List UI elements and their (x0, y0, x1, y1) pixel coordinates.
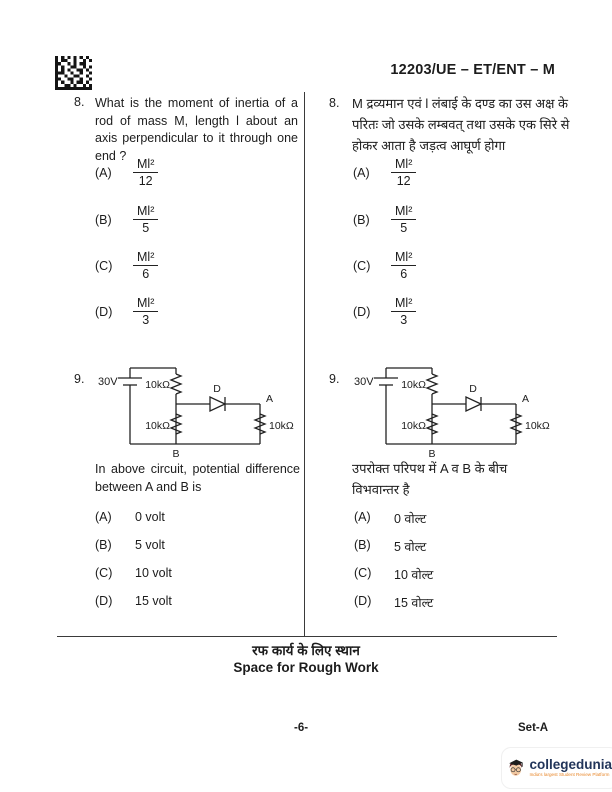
q9-en-option-b (95, 538, 165, 552)
resistor-right-label: 10kΩ (525, 420, 550, 432)
q9-hi-option-a (354, 510, 426, 527)
option-label: (A) (353, 165, 370, 180)
option-text: 5 वोल्ट (394, 540, 427, 554)
option-label: (C) (95, 566, 113, 580)
q8-text-hi: M द्रव्यमान एवं l लंबाई के दण्ड का उस अक्ष के परितः जो उसके लम्बवत् तथा उसके एक सिरे से होकर आता है जड़त्व आघूर्ण होगा (352, 96, 570, 153)
rough-work-heading-hi: रफ कार्य के लिए स्थान (252, 643, 360, 658)
q8-en-option-b (95, 204, 158, 236)
fraction-denominator: 6 (142, 267, 150, 282)
q9-circuit-diagram-hi (348, 358, 553, 465)
node-a-label: A (522, 393, 530, 405)
q8-hi-option-d (353, 296, 416, 328)
rough-work-heading-en: Space for Rough Work (233, 660, 379, 675)
logo-text: collegedunia (529, 756, 612, 772)
page-number: -6- (294, 722, 309, 734)
option-label: (B) (95, 538, 112, 552)
q9-en-option-d (95, 594, 172, 608)
fraction (391, 250, 416, 282)
fraction-numerator: Ml² (133, 250, 158, 266)
q9-en-option-a (95, 510, 165, 524)
option-text: 0 volt (135, 510, 165, 524)
node-a-label: A (266, 393, 274, 405)
fraction-numerator: Ml² (391, 204, 416, 220)
rough-work-rule (57, 636, 557, 637)
option-label: (D) (353, 304, 371, 319)
fraction-numerator: Ml² (391, 157, 416, 173)
option-label: (C) (353, 258, 371, 273)
set-label: Set-A (518, 722, 549, 734)
q8-en-option-d (95, 296, 158, 328)
fraction-numerator: Ml² (391, 296, 416, 312)
option-label: (D) (95, 304, 113, 319)
q9-number-hi: 9. (329, 372, 340, 386)
fraction-numerator: Ml² (133, 296, 158, 312)
fraction-denominator: 3 (142, 313, 150, 328)
fraction-numerator: Ml² (391, 250, 416, 266)
option-text: 15 वोल्ट (394, 596, 434, 610)
data-matrix-icon (55, 56, 92, 90)
fraction-denominator: 3 (400, 313, 408, 328)
paper-code: 12203/UE – ET/ENT – M (390, 62, 555, 78)
option-label: (A) (354, 510, 371, 524)
option-text: 0 वोल्ट (394, 512, 427, 526)
q9-text-hi: उपरोक्त परिपथ में A व B के बीच विभवान्तर है (352, 461, 508, 497)
resistor-top-label: 10kΩ (145, 379, 170, 391)
option-label: (C) (354, 566, 372, 580)
option-label: (A) (95, 165, 112, 180)
fraction (391, 204, 416, 236)
resistor-right-label: 10kΩ (269, 420, 294, 432)
option-text: 10 volt (135, 566, 172, 580)
q8-number-en: 8. (74, 95, 85, 109)
circuit-svg (92, 358, 297, 460)
diode-label: D (213, 383, 221, 395)
fraction (133, 204, 158, 236)
q8-hi-option-c (353, 250, 416, 282)
logo-tagline: India's largest Student Review Platform (529, 772, 610, 778)
q9-hi-option-c (354, 566, 433, 583)
q9-hi-option-d (354, 594, 433, 611)
collegedunia-logo (501, 747, 612, 789)
option-text: 5 volt (135, 538, 165, 552)
circuit-svg (348, 358, 553, 460)
battery-label: 30V (354, 376, 374, 388)
fraction-denominator: 5 (142, 221, 150, 236)
q9-hi-option-b (354, 538, 426, 555)
option-text: 10 वोल्ट (394, 568, 434, 582)
fraction-denominator: 6 (400, 267, 408, 282)
diode-label: D (469, 383, 477, 395)
q9-circuit-diagram-en (92, 358, 297, 465)
q9-number-en: 9. (74, 372, 85, 386)
q9-text-en: In above circuit, potential difference between A and B is (95, 462, 300, 494)
option-label: (B) (354, 538, 371, 552)
data-matrix-code (55, 56, 92, 95)
resistor-mid-label: 10kΩ (145, 420, 170, 432)
q8-en-option-c (95, 250, 158, 282)
resistor-mid-label: 10kΩ (401, 420, 426, 432)
option-text: 15 volt (135, 594, 172, 608)
column-divider (304, 92, 305, 637)
node-b-label: B (172, 448, 180, 460)
fraction-numerator: Ml² (133, 157, 158, 173)
fraction (133, 296, 158, 328)
fraction (391, 157, 416, 189)
fraction-numerator: Ml² (133, 204, 158, 220)
option-label: (B) (95, 212, 112, 227)
fraction-denominator: 5 (400, 221, 408, 236)
option-label: (D) (95, 594, 113, 608)
fraction (133, 250, 158, 282)
option-label: (B) (353, 212, 370, 227)
fraction-denominator: 12 (138, 174, 153, 189)
fraction-denominator: 12 (396, 174, 411, 189)
option-label: (A) (95, 510, 112, 524)
q9-en-option-c (95, 566, 172, 580)
fraction (133, 157, 158, 189)
q8-number-hi: 8. (329, 96, 340, 110)
collegedunia-mascot-icon (508, 752, 523, 784)
option-label: (D) (354, 594, 372, 608)
q8-text-en: What is the moment of inertia of a rod of mass M, length l about an axis perpendicular to it through one end ? (95, 96, 298, 163)
option-label: (C) (95, 258, 113, 273)
node-b-label: B (428, 448, 436, 460)
fraction (391, 296, 416, 328)
battery-label: 30V (98, 376, 118, 388)
q8-hi-option-a (353, 157, 416, 189)
q8-hi-option-b (353, 204, 416, 236)
q8-en-option-a (95, 157, 158, 189)
resistor-top-label: 10kΩ (401, 379, 426, 391)
